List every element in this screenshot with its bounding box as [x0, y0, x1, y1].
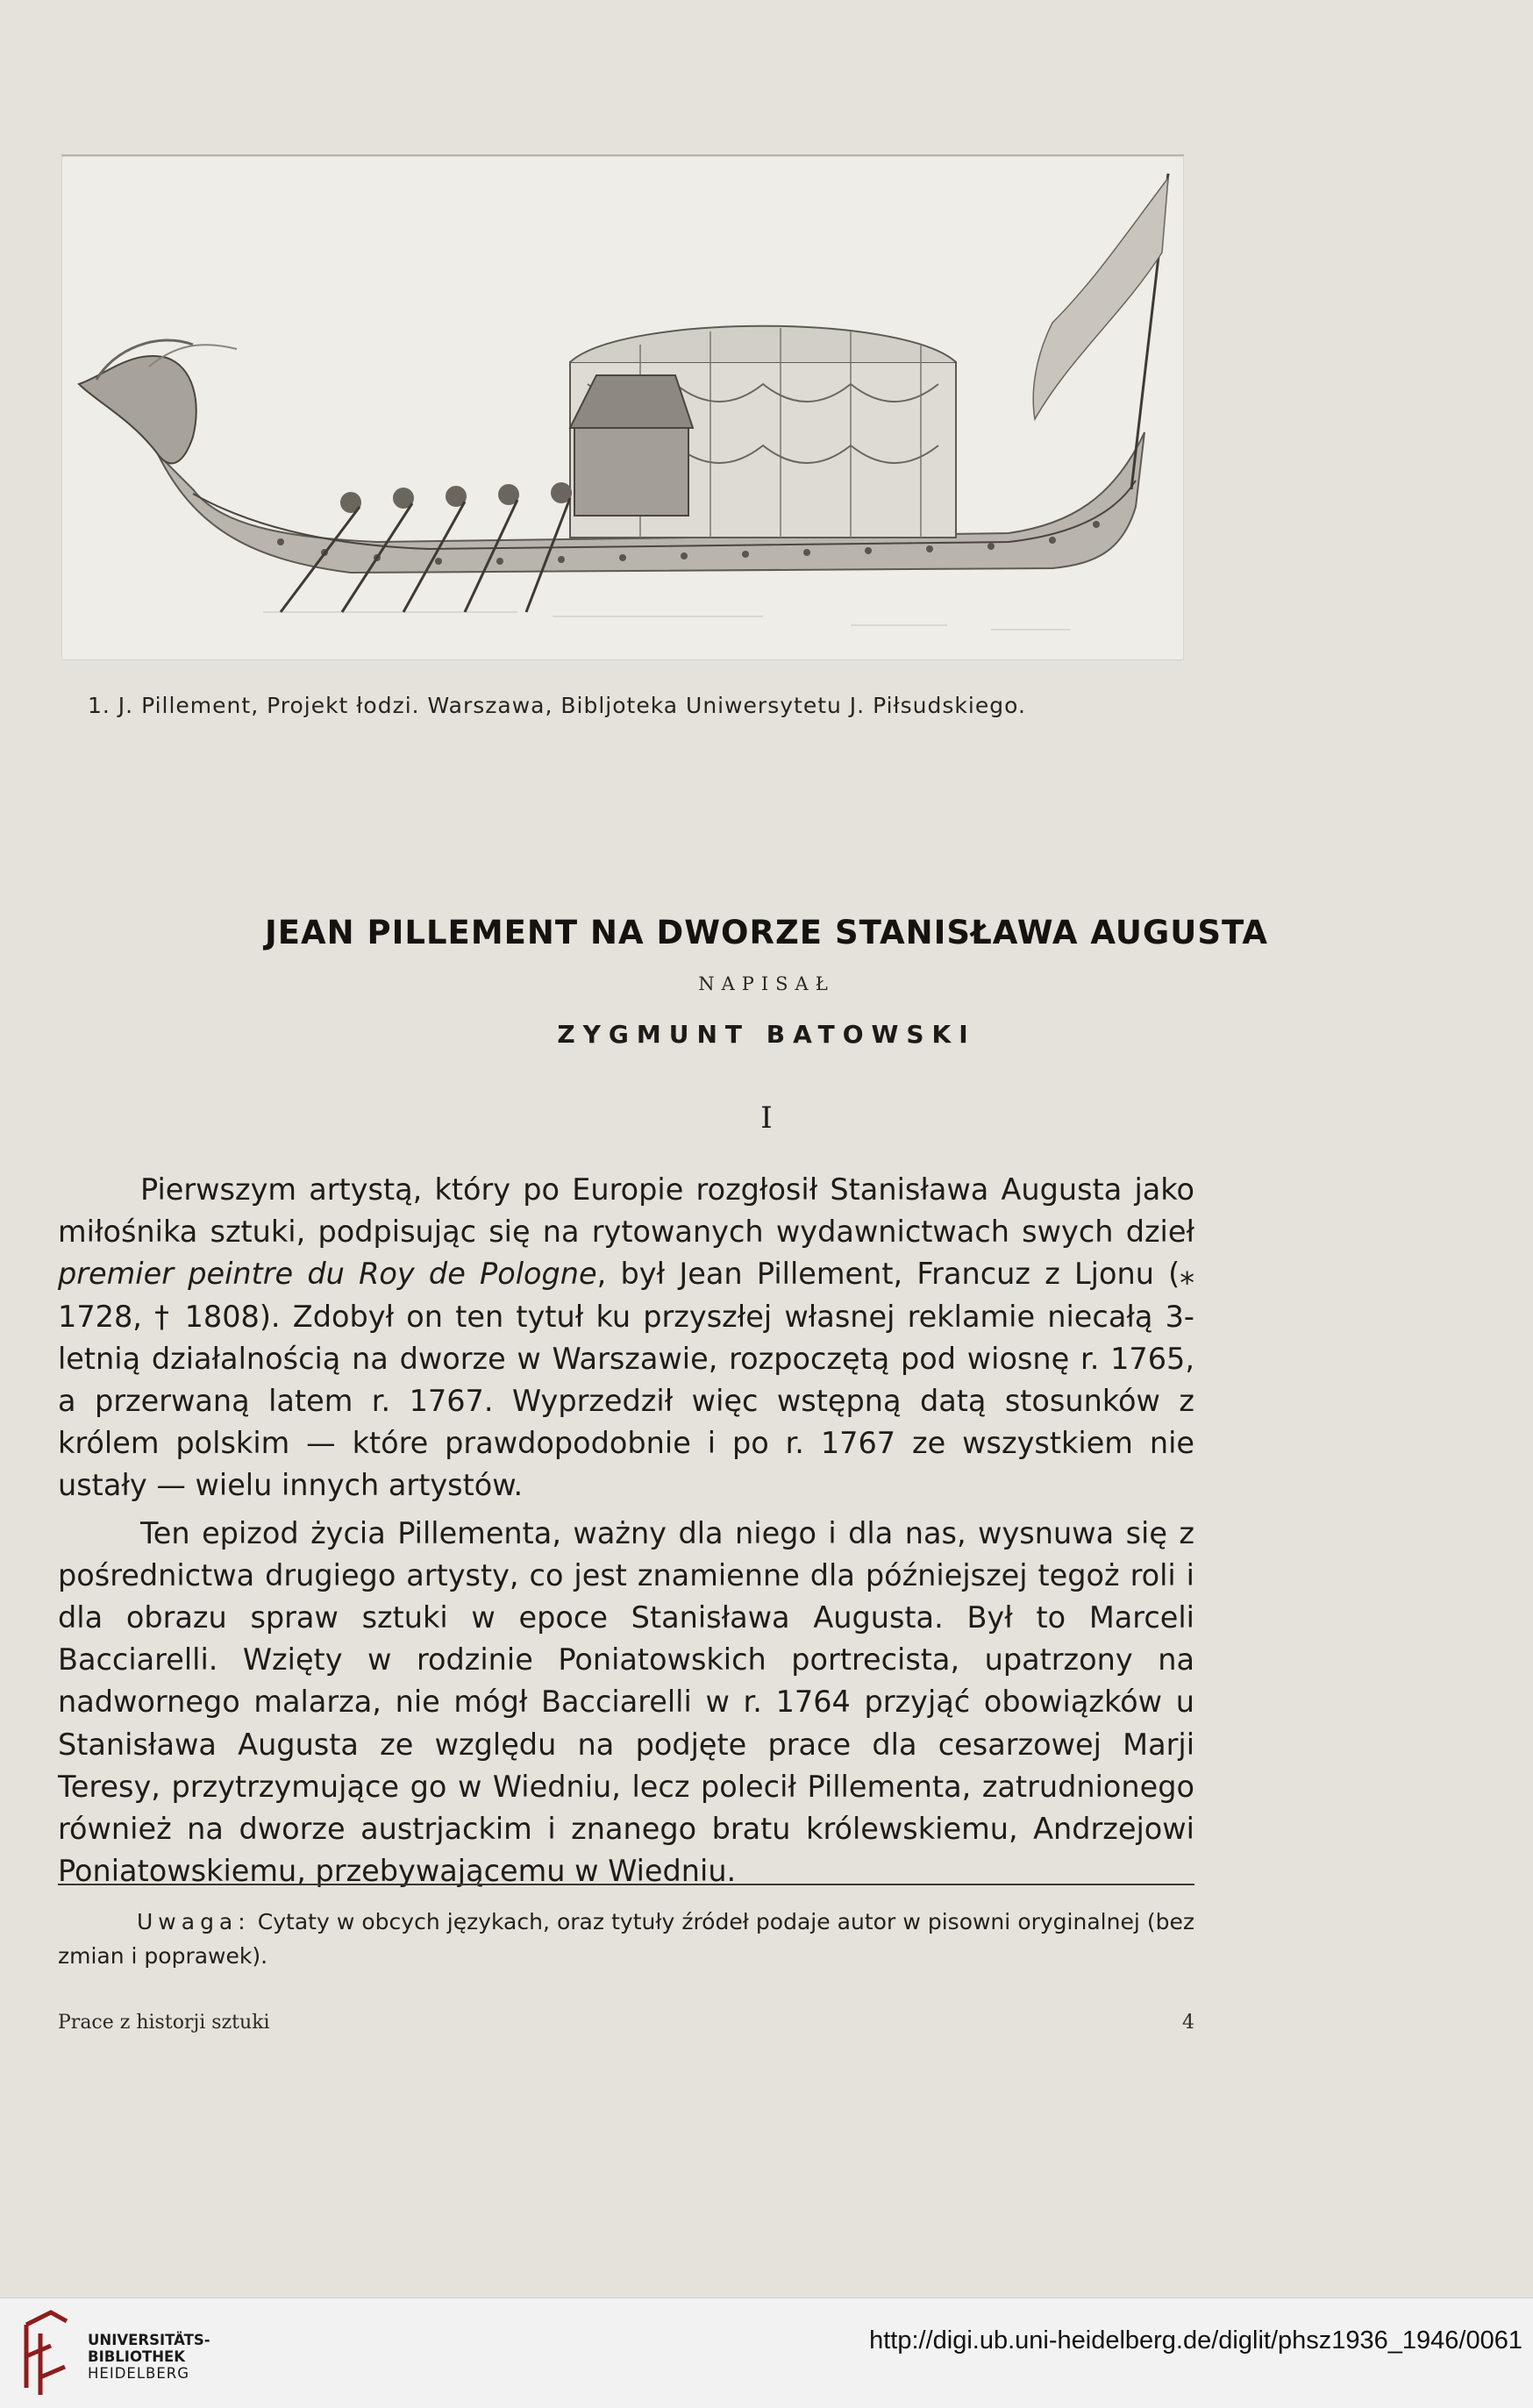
journal-name: Prace z historji sztuki — [58, 2012, 270, 2034]
library-line-2: BIBLIOTHEK — [88, 2348, 186, 2365]
digitization-footer — [0, 2298, 1533, 2408]
library-name — [88, 2332, 210, 2382]
footnote-divider — [58, 1884, 1194, 1885]
figure-caption: 1. J. Pillement, Projekt łodzi. Warszawa, Bibljoteka Uniwersytetu J. Piłsudskiego. — [88, 693, 1026, 718]
paragraph-1 — [58, 1169, 1194, 1507]
page-number: 4 — [1182, 2012, 1194, 2034]
library-logo-icon — [16, 2307, 77, 2402]
footnote — [58, 1905, 1194, 1973]
library-line-1: UNIVERSITÄTS- — [88, 2332, 210, 2348]
source-url[interactable]: http://digi.ub.uni-heidelberg.de/diglit/phsz1936_1946/0061 — [869, 2326, 1522, 2355]
library-line-3: HEIDELBERG — [88, 2365, 190, 2382]
author-name: ZYGMUNT BATOWSKI — [557, 1020, 976, 1049]
paragraph-1-start: Pierwszym artystą, który po Europie rozgłosił Stanisława Augusta jako miłośnika sztuki, podpisując się na rytowanych wydawnictwach swych dzieł — [58, 1172, 1194, 1250]
footnote-text: Cytaty w obcych językach, oraz tytuły źródeł podaje autor w pisowni oryginalnej (bez zmian i poprawek). — [58, 1909, 1194, 1969]
article-title: JEAN PILLEMENT NA DWORZE STANISŁAWA AUGUSTA — [265, 914, 1268, 951]
running-footer — [58, 2012, 1194, 2034]
italic-title: premier peintre du Roy de Pologne — [58, 1257, 597, 1292]
section-number: I — [760, 1101, 773, 1136]
byline-label: NAPISAŁ — [698, 973, 835, 994]
boat-illustration — [61, 154, 1184, 660]
paragraph-2: Ten epizod życia Pillementa, ważny dla niego i dla nas, wysnuwa się z pośrednictwa drugiego artysty, co jest znamienne dla późniejszej tegoż roli i dla obrazu spraw sztuki w epoce Stanisława Augusta. Był to Marceli Bacciarelli. Wzięty w rodzinie Poniatowskich portrecista, upatrzony na nadwornego malarza, nie mógł Bacciarelli w r. 1764 przyjąć obowiązków u Stanisława Augusta ze względu na podjęte prace dla cesarzowej Marji Teresy, przytrzymujące go w Wiedniu, lecz polecił Pillementa, zatrudnionego również na dworze austrjackim i znanego bratu królewskiemu, Andrzejowi Poniatowskiemu, przebywającemu w Wiedniu. — [58, 1515, 1194, 1889]
paragraph-1-end: , był Jean Pillement, Francuz z Ljonu (⁎ 1728, † 1808). Zdobył on ten tytuł ku przyszłej własnej reklamie niecałą 3-letnią działalnością na dworze w Warszawie, rozpoczętą pod wiosnę r. 1765, a przerwaną latem r. 1767. Wyprzedził więc wstępną datą stosunków z królem polskim — które prawdopodobnie i po r. 1767 ze wszystkiem nie ustały — wielu innych artystów. — [58, 1257, 1194, 1503]
article-body — [58, 1169, 1194, 1892]
footnote-label: Uwaga: — [137, 1909, 251, 1934]
